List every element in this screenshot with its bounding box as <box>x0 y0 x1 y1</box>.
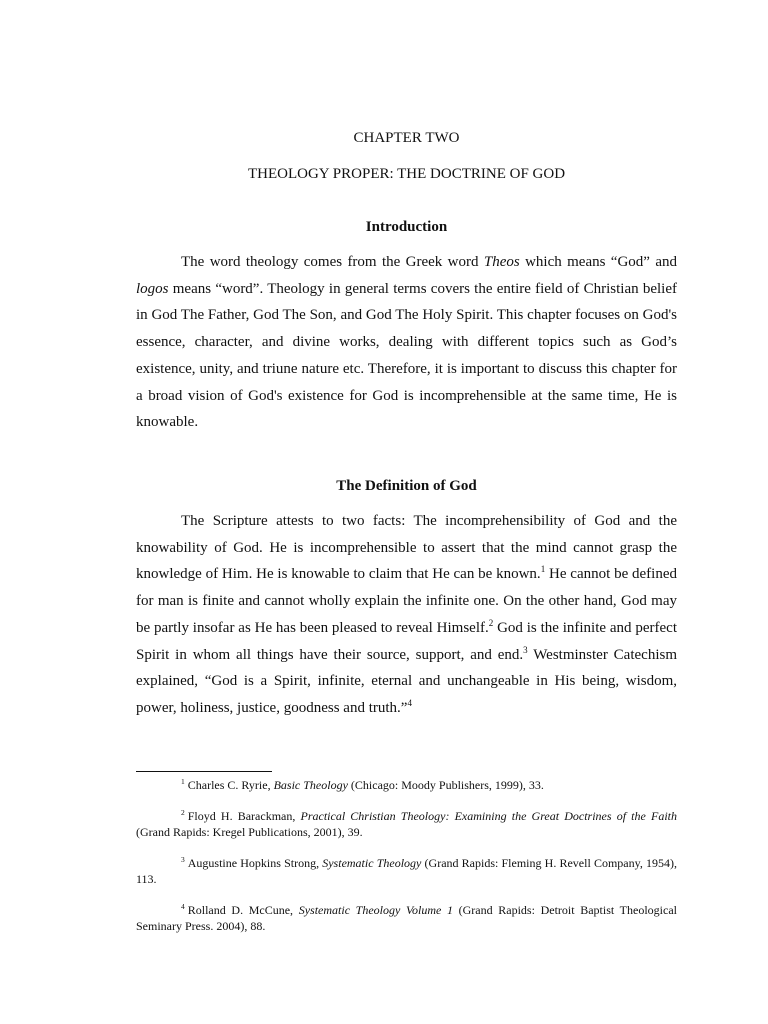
text-run: (Grand Rapids: Fleming H. Revell Company, 1954), 113. <box>136 856 677 886</box>
chapter-subtitle: THEOLOGY PROPER: THE DOCTRINE OF GOD <box>247 166 566 182</box>
footnote-text <box>136 809 677 839</box>
footnote-separator <box>136 771 272 772</box>
text-run: means “word”. Theology in general terms covers the entire field of Christian belief in God The Father, God The Son, and God The Holy Spirit. This chapter focuses on God's essence, character, and divine works, dealing with different topics such as God’s existence, unity, and triune nature etc. Therefore, it is important to discuss this chapter for a broad vision of God's existence for God is incomprehensible at the same time, He is knowable. <box>136 280 677 431</box>
footnote-number: 1 <box>181 777 185 786</box>
introduction-heading: Introduction <box>365 219 448 235</box>
footnote <box>136 808 677 840</box>
introduction-paragraph <box>136 249 677 436</box>
text-run: Augustine Hopkins Strong, <box>187 856 323 870</box>
footnote-text <box>136 903 677 933</box>
footnote <box>136 855 677 887</box>
italic-text: Theos <box>483 254 520 270</box>
text-run: (Chicago: Moody Publishers, 1999), 33. <box>347 778 544 792</box>
text-run: (Grand Rapids: Detroit Baptist Theological Seminary Press. 2004), 88. <box>136 903 677 933</box>
footnote-reference: 4 <box>407 697 412 708</box>
footnote-reference: 1 <box>540 564 546 575</box>
text-run: Charles C. Ryrie, <box>187 778 274 792</box>
text-run: Rolland D. McCune, <box>187 903 299 917</box>
definition-heading: The Definition of God <box>336 478 477 494</box>
footnotes <box>136 777 677 949</box>
text-run: God is the infinite and perfect Spirit in whom all things have their source, support, and end. <box>136 619 677 663</box>
footnote-number: 2 <box>181 808 185 817</box>
text-run: He cannot be defined for man is finite and cannot wholly explain the infinite one. On the other hand, God may be partly insofar as He has been pleased to reveal Himself. <box>136 566 678 636</box>
footnote-text <box>136 856 677 886</box>
footnote-number: 3 <box>181 855 185 864</box>
definition-paragraph <box>136 508 677 722</box>
footnote-number: 4 <box>181 902 185 911</box>
footnote <box>136 777 677 793</box>
italic-text: Systematic Theology Volume 1 <box>298 903 453 917</box>
italic-text: Basic Theology <box>273 778 348 792</box>
text-run: Floyd H. Barackman, <box>187 809 301 823</box>
text-run: Westminster Catechism explained, “God is a Spirit, infinite, eternal and unchangeable in His being, wisdom, power, holiness, justice, goodness and truth.” <box>136 646 677 716</box>
footnote-reference: 2 <box>488 617 494 628</box>
footnote-reference: 3 <box>523 644 528 655</box>
footnote <box>136 902 677 934</box>
text-run: The Scripture attests to two facts: The incomprehensibility of God and the knowability of God. He is incomprehensible to assert that the mind cannot grasp the knowledge of Him. He is knowable to claim that He can be known. <box>136 513 677 583</box>
italic-text: logos <box>136 280 169 297</box>
footnote-text <box>188 778 544 792</box>
text-run: which means “God” and <box>519 254 677 270</box>
chapter-title: CHAPTER TWO <box>353 130 460 146</box>
text-run: (Grand Rapids: Kregel Publications, 2001), 39. <box>136 825 363 839</box>
italic-text: Systematic Theology <box>322 856 422 870</box>
italic-text: Practical Christian Theology: Examining the Great Doctrines of the Faith <box>300 809 677 823</box>
text-run: The word theology comes from the Greek word <box>181 254 484 270</box>
